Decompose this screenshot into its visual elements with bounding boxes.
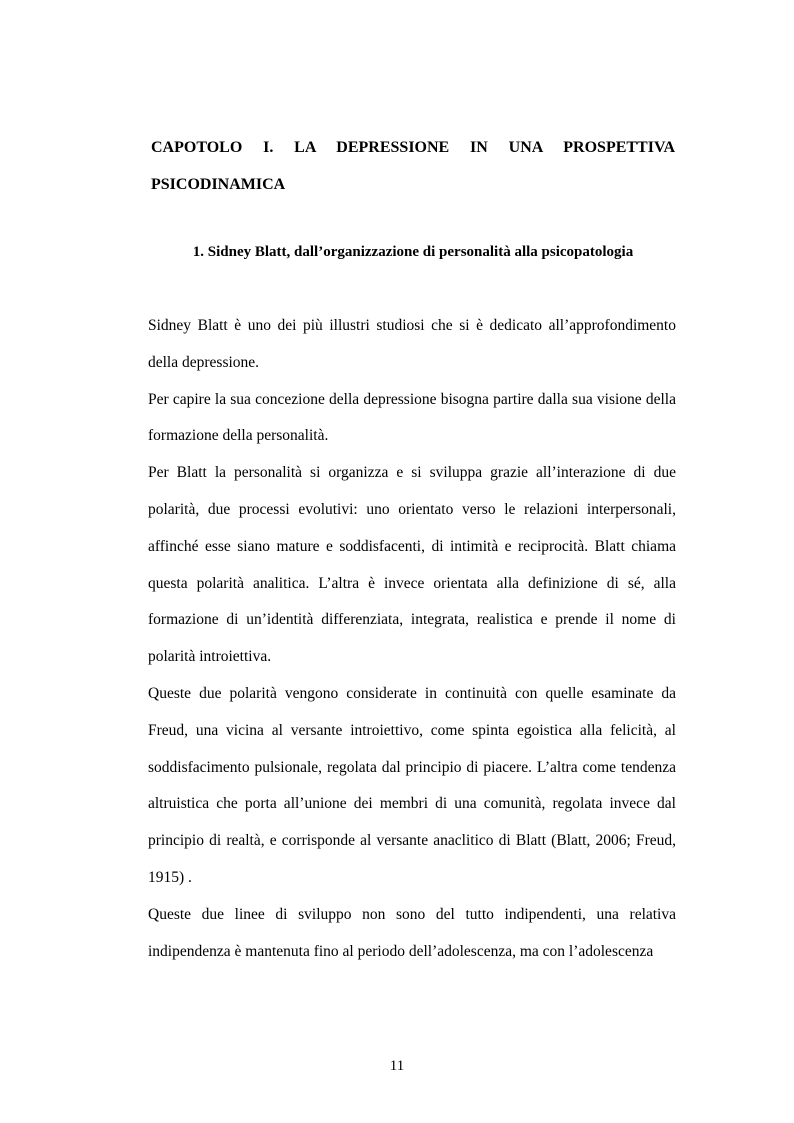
page-number: 11 bbox=[389, 1058, 405, 1074]
paragraph: Per capire la sua concezione della depressione bisogna partire dalla sua visione della formazione della personalità. bbox=[148, 390, 676, 445]
chapter-title-line-1: CAPOTOLO I. LA DEPRESSIONE IN UNA PROSPETTIVA bbox=[151, 139, 675, 156]
chapter-title bbox=[151, 129, 675, 203]
body-text bbox=[148, 308, 676, 970]
paragraph: Queste due polarità vengono considerate in continuità con quelle esaminate da Freud, una vicina al versante introiettivo, come spinta egoistica alla felicità, al soddisfacimento pulsionale, regolata dal principio di piacere. L’altra come tendenza altruistica che porta all’unione dei membri di una comunità, regolata invece dal principio di realtà, e corrisponde al versante anaclitico di Blatt (Blatt, 2006; Freud, 1915) . bbox=[148, 684, 676, 886]
section-title: 1. Sidney Blatt, dall’organizzazione di personalità alla psicopatologia bbox=[192, 244, 634, 260]
chapter-title-line-2: PSICODINAMICA bbox=[151, 176, 286, 193]
paragraph: Sidney Blatt è uno dei più illustri studiosi che si è dedicato all’approfondimento della depressione. bbox=[148, 317, 676, 371]
paragraph: Per Blatt la personalità si organizza e si sviluppa grazie all’interazione di due polarità, due processi evolutivi: uno orientato verso le relazioni interpersonali, affinché esse siano mature e soddisfacenti, di intimità e reciprocità. Blatt chiama questa polarità analitica. L’altra è invece orientata alla definizione di sé, alla formazione di un’identità differenziata, integrata, realistica e prende il nome di polarità introiettiva. bbox=[148, 464, 676, 666]
paragraph: Queste due linee di sviluppo non sono del tutto indipendenti, una relativa indipendenza è mantenuta fino al periodo dell’adolescenza, ma con l’adolescenza bbox=[148, 905, 676, 960]
